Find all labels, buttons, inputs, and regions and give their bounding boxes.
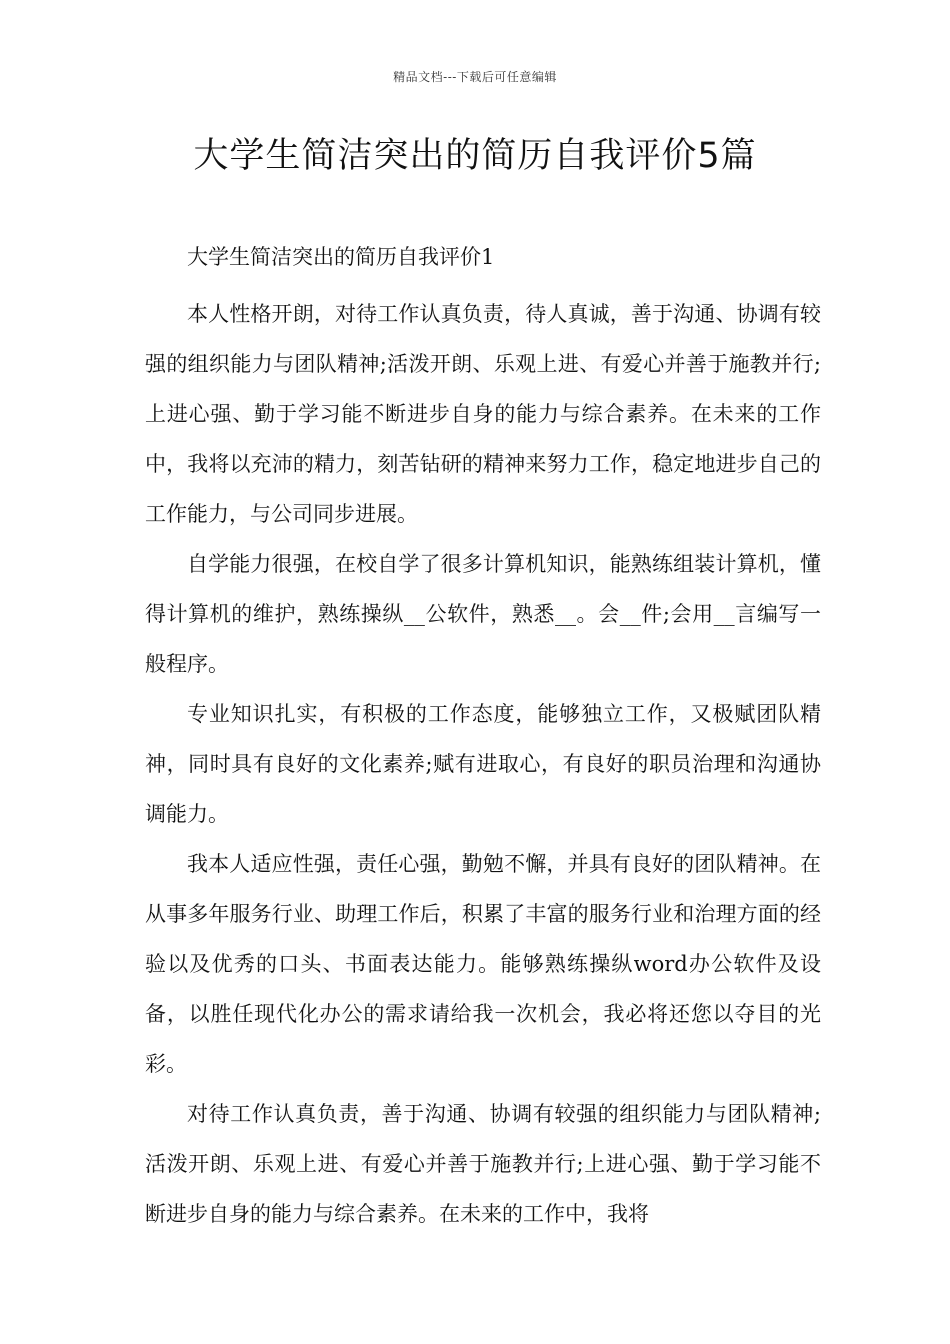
section-title: 大学生简洁突出的简历自我评价1 [187, 245, 495, 269]
header-note: 精品文档---下载后可任意编辑 [393, 70, 557, 84]
paragraph-4: 我本人适应性强，责任心强，勤勉不懈，并具有良好的团队精神。在从事多年服务行业、助理工作后，积累了丰富的服务行业和治理方面的经验以及优秀的口头、书面表达能力。能够熟练操纵word办公软件及设备，以胜任现代化办公的需求请给我一次机会，我必将还您以夺目的光彩。 [145, 852, 821, 1076]
paragraph-5: 对待工作认真负责，善于沟通、协调有较强的组织能力与团队精神;活泼开朗、乐观上进、有爱心并善于施教并行;上进心强、勤于学习能不断进步自身的能力与综合素养。在未来的工作中，我将 [145, 1102, 821, 1226]
paragraph-2: 自学能力很强，在校自学了很多计算机知识，能熟练组装计算机，懂得计算机的维护，熟练操纵__公软件，熟悉__。会__件;会用__言编写一般程序。 [145, 552, 821, 676]
document-title: 大学生简洁突出的简历自我评价5篇 [193, 136, 757, 176]
paragraph-3: 专业知识扎实，有积极的工作态度，能够独立工作，又极赋团队精神，同时具有良好的文化素养;赋有进取心，有良好的职员治理和沟通协调能力。 [145, 702, 821, 826]
paragraph-1: 本人性格开朗，对待工作认真负责，待人真诚，善于沟通、协调有较强的组织能力与团队精神;活泼开朗、乐观上进、有爱心并善于施教并行;上进心强、勤于学习能不断进步自身的能力与综合素养。在未来的工作中，我将以充沛的精力，刻苦钻研的精神来努力工作，稳定地进步自己的工作能力，与公司同步进展。 [145, 302, 821, 526]
document-body [145, 232, 821, 1239]
